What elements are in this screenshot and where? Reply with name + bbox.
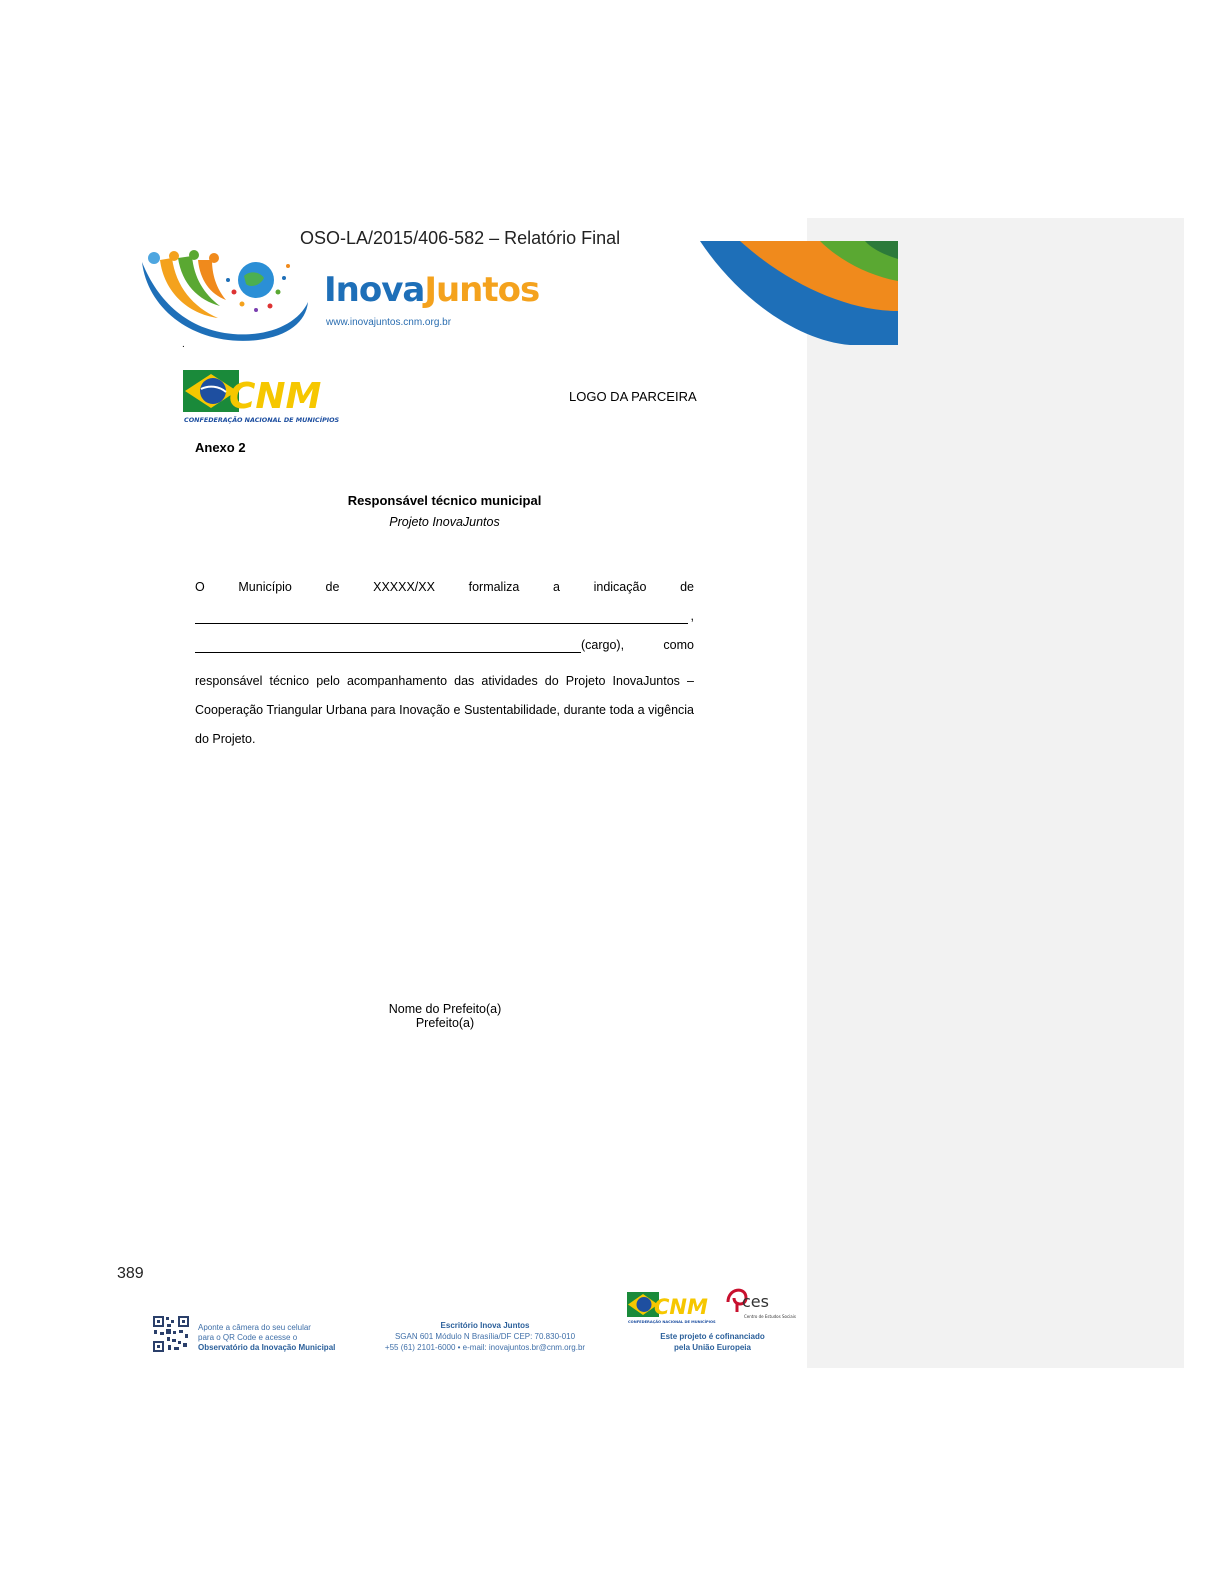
cofund-line-2: pela União Europeia xyxy=(674,1343,751,1352)
partner-logo-placeholder: LOGO DA PARCEIRA xyxy=(569,389,697,404)
ces-label: ces xyxy=(742,1292,769,1311)
signature-role: Prefeito(a) xyxy=(415,1016,475,1030)
document-title: Responsável técnico municipal xyxy=(347,493,542,508)
page-number: 389 xyxy=(117,1265,144,1282)
cargo-group xyxy=(195,638,624,653)
brand-name-inova: Inova xyxy=(324,270,425,310)
qr-line-3: Observatório da Inovação Municipal xyxy=(198,1343,336,1352)
qr-line-2: para o QR Code e acesse o xyxy=(198,1333,298,1342)
stray-mark: . xyxy=(182,339,185,350)
word: a xyxy=(552,580,560,594)
ces-logo xyxy=(724,1280,804,1326)
word: de xyxy=(325,580,340,594)
qr-instructions xyxy=(198,1323,335,1353)
running-header-text: OSO-LA/2015/406-582 – Relatório Final xyxy=(300,228,621,248)
cargo-label: (cargo), xyxy=(581,638,625,652)
blank-cargo-line xyxy=(195,638,581,653)
word: de xyxy=(680,580,694,594)
declaration-line-3 xyxy=(195,638,694,653)
cofund-line-1: Este projeto é cofinanciado xyxy=(660,1332,765,1341)
line-2-punctuation: , xyxy=(690,609,694,623)
comment-margin-pane xyxy=(807,218,1184,1368)
office-info xyxy=(370,1320,600,1353)
brand-name-juntos: Juntos xyxy=(424,270,540,310)
brand-name xyxy=(324,268,539,312)
office-title: Escritório Inova Juntos xyxy=(440,1321,530,1330)
word: como xyxy=(663,638,694,652)
cnm-caption: CONFEDERAÇÃO NACIONAL DE MUNICÍPIOS xyxy=(184,416,340,424)
brand-url: www.inovajuntos.cnm.org.br xyxy=(326,317,452,328)
signature-name: Nome do Prefeito(a) xyxy=(388,1002,502,1016)
cofunding-notice xyxy=(645,1331,780,1353)
office-address: SGAN 601 Módulo N Brasília/DF CEP: 70.830-010 xyxy=(394,1332,576,1341)
word: XXXXX/XX xyxy=(373,580,435,594)
footer-cnm-caption: CONFEDERAÇÃO NACIONAL DE MUNICÍPIOS xyxy=(628,1320,716,1324)
cnm-logo xyxy=(183,362,340,426)
blank-name-line xyxy=(195,609,688,624)
qr-code-icon xyxy=(152,1315,190,1353)
declaration-line-1 xyxy=(195,580,694,594)
office-contact: +55 (61) 2101-6000 • e-mail: inovajuntos.br@cnm.org.br xyxy=(384,1343,586,1352)
signature-block xyxy=(345,1002,545,1030)
annex-title: Anexo 2 xyxy=(195,440,246,455)
declaration-paragraph: responsável técnico pelo acompanhamento das atividades do Projeto InovaJuntos – Cooperação Triangular Urbana para Inovação e Sustentabilidade, durante toda a vigência do Projeto. xyxy=(195,674,694,746)
word: O xyxy=(195,580,205,594)
running-header xyxy=(300,222,630,248)
banner-swoosh-graphic xyxy=(700,241,898,345)
qr-line-1: Aponte a câmera do seu celular xyxy=(198,1323,311,1332)
document-subtitle: Projeto InovaJuntos xyxy=(389,515,500,529)
footer-cnm-acronym: CNM xyxy=(654,1295,708,1319)
word: formaliza xyxy=(468,580,520,594)
word: indicação xyxy=(593,580,647,594)
cnm-acronym: CNM xyxy=(229,376,322,417)
word: Município xyxy=(238,580,292,594)
inovajuntos-logo-mark xyxy=(138,252,313,344)
footer-cnm-logo xyxy=(627,1287,716,1325)
declaration-line-2 xyxy=(195,609,694,624)
ces-caption: Centro de Estudos Sociais xyxy=(744,1314,796,1319)
